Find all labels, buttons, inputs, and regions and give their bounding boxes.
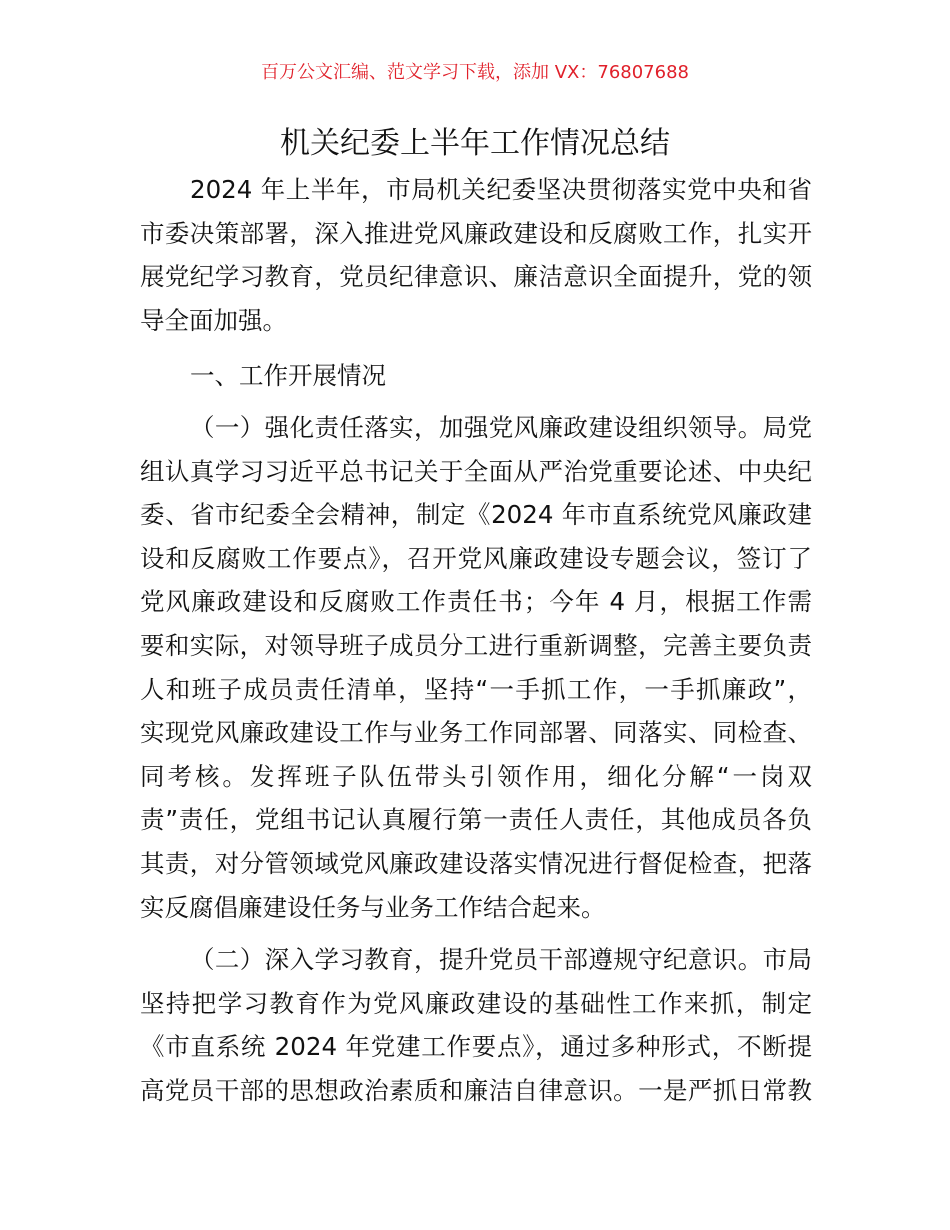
paragraph-section-2 [140,938,812,1112]
document-title: 机关纪委上半年工作情况总结 [280,126,670,161]
text-line: 人和班子成员责任清单，坚持“一手抓工作，一手抓廉政”， [140,674,812,704]
text-line: 要和实际，对领导班子成员分工进行重新调整，完善主要负责 [140,630,812,660]
text-line: 同考核。发挥班子队伍带头引领作用，细化分解“一岗双 [140,761,812,791]
text-line: 导全面加强。 [140,305,287,335]
text-line: 高党员干部的思想政治素质和廉洁自律意识。一是严抓日常教 [140,1075,812,1105]
text-line: 实现党风廉政建设工作与业务工作同部署、同落实、同检查、 [140,718,812,748]
text-line: 一、工作开展情况 [190,361,386,390]
section-heading [140,354,812,398]
text-line: 责”责任，党组书记认真履行第一责任人责任，其他成员各负 [140,805,812,835]
text-line: 其责，对分管领域党风廉政建设落实情况进行督促检查，把落 [140,848,812,878]
text-line: 组认真学习习近平总书记关于全面从严治党重要论述、中央纪 [140,456,812,486]
text-line: 市委决策部署，深入推进党风廉政建设和反腐败工作，扎实开 [140,218,812,248]
text-line: 党风廉政建设和反腐败工作责任书；今年 4 月，根据工作需 [140,587,812,617]
text-line: （二）深入学习教育，提升党员干部遵规守纪意识。市局 [190,945,812,974]
text-line: 坚持把学习教育作为党风廉政建设的基础性工作来抓，制定 [140,988,812,1018]
watermark-banner: 百万公文汇编、范文学习下载，添加 VX：76807688 [261,62,689,83]
text-line: 委、省市纪委全会精神，制定《2024 年市直系统党风廉政建 [140,500,812,530]
text-line: （一）强化责任落实，加强党风廉政建设组织领导。局党 [190,413,812,442]
text-line: 2024 年上半年，市局机关纪委坚决贯彻落实党中央和省 [190,175,812,204]
text-line: 《市直系统 2024 年党建工作要点》，通过多种形式，不断提 [140,1032,812,1062]
text-line: 设和反腐败工作要点》，召开党风廉政建设专题会议，签订了 [140,543,812,573]
paragraph-section-1 [140,406,812,929]
text-line: 展党纪学习教育，党员纪律意识、廉洁意识全面提升，党的领 [140,262,812,292]
paragraph-intro [140,168,812,342]
text-line: 实反腐倡廉建设任务与业务工作结合起来。 [140,892,606,922]
